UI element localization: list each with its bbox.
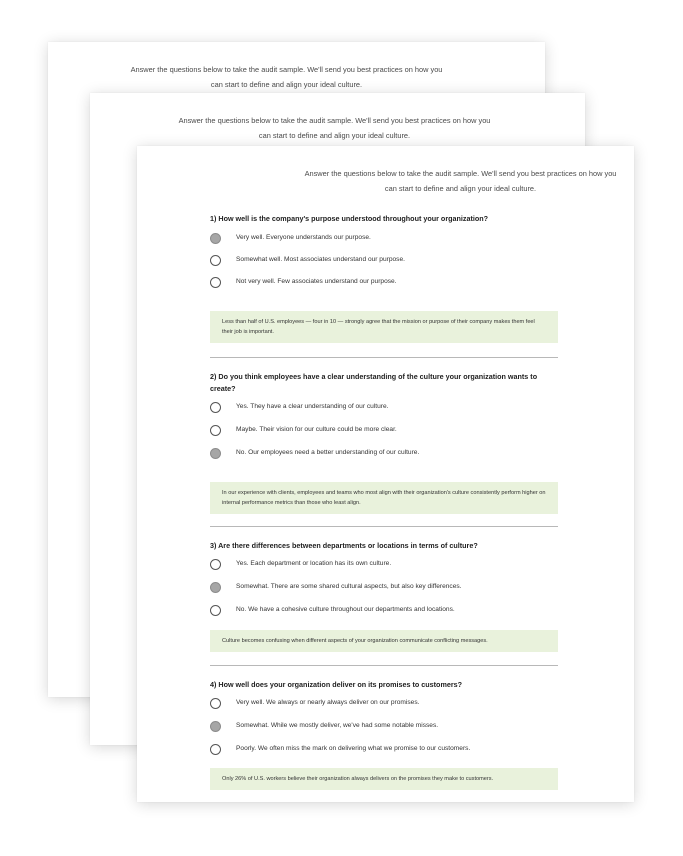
radio-button[interactable] bbox=[210, 605, 221, 616]
option-label: Maybe. Their vision for our culture could be more clear. bbox=[236, 426, 397, 433]
question-4-insight-note: Only 26% of U.S. workers believe their organization always delivers on the promises they make to customers. bbox=[210, 768, 558, 790]
option-label: No. Our employees need a better understanding of our culture. bbox=[236, 449, 420, 456]
intro-text bbox=[38, 62, 535, 92]
intro-line-1: Answer the questions below to take the audit sample. We'll send you best practices on how you bbox=[178, 116, 491, 125]
option-label: No. We have a cohesive culture throughout our departments and locations. bbox=[236, 606, 455, 613]
question-2 bbox=[210, 371, 560, 395]
option-label: Very well. Everyone understands our purpose. bbox=[236, 234, 371, 241]
option-label: Yes. They have a clear understanding of our culture. bbox=[236, 403, 389, 410]
radio-button[interactable] bbox=[210, 425, 221, 436]
radio-button[interactable] bbox=[210, 402, 221, 413]
question-4-text: 4) How well does your organization deliver on its promises to customers? bbox=[210, 680, 463, 689]
intro-line-1: Answer the questions below to take the audit sample. We'll send you best practices on how you bbox=[304, 169, 617, 178]
option-label: Very well. We always or nearly always deliver on our promises. bbox=[236, 699, 420, 706]
option-label: Somewhat. While we mostly deliver, we've had some notable misses. bbox=[236, 722, 439, 729]
question-1-insight-note: Less than half of U.S. employees — four in 10 — strongly agree that the mission or purpose of their company makes them feel their job is important. bbox=[210, 311, 558, 343]
intro-line-1: Answer the questions below to take the audit sample. We'll send you best practices on how you bbox=[130, 65, 443, 74]
section-divider bbox=[210, 357, 558, 358]
question-1-text: 1) How well is the company's purpose understood throughout your organization? bbox=[210, 214, 489, 223]
option-label: Somewhat. There are some shared cultural aspects, but also key differences. bbox=[236, 583, 462, 590]
question-1 bbox=[210, 213, 560, 225]
intro-line-2: can start to define and align your ideal culture. bbox=[210, 80, 363, 89]
question-4 bbox=[210, 679, 560, 691]
intro-line-2: can start to define and align your ideal culture. bbox=[258, 131, 411, 140]
radio-button[interactable] bbox=[210, 582, 221, 593]
option-label: Somewhat well. Most associates understand our purpose. bbox=[236, 256, 405, 263]
question-3-insight-note: Culture becomes confusing when different aspects of your organization communicate conflicting messages. bbox=[210, 630, 558, 652]
radio-button[interactable] bbox=[210, 721, 221, 732]
question-2-text: 2) Do you think employees have a clear understanding of the culture your organization wants to create? bbox=[210, 372, 538, 393]
option-label: Yes. Each department or location has its own culture. bbox=[236, 560, 392, 567]
question-2-insight-note: In our experience with clients, employees and teams who most align with their organization's culture consistently perform higher on internal performance metrics than those who least align. bbox=[210, 482, 558, 514]
question-3-text: 3) Are there differences between departments or locations in terms of culture? bbox=[210, 541, 478, 550]
radio-button[interactable] bbox=[210, 277, 221, 288]
intro-text bbox=[137, 166, 634, 196]
section-divider bbox=[210, 665, 558, 666]
radio-button[interactable] bbox=[210, 448, 221, 459]
radio-button[interactable] bbox=[210, 255, 221, 266]
audit-sheet-front bbox=[137, 146, 634, 802]
radio-button[interactable] bbox=[210, 559, 221, 570]
radio-button[interactable] bbox=[210, 233, 221, 244]
option-label: Not very well. Few associates understand our purpose. bbox=[236, 278, 397, 285]
radio-button[interactable] bbox=[210, 744, 221, 755]
section-divider bbox=[210, 526, 558, 527]
radio-button[interactable] bbox=[210, 698, 221, 709]
option-label: Poorly. We often miss the mark on delivering what we promise to our customers. bbox=[236, 745, 471, 752]
intro-line-2: can start to define and align your ideal culture. bbox=[384, 184, 537, 193]
intro-text bbox=[87, 113, 582, 143]
question-3 bbox=[210, 540, 560, 552]
